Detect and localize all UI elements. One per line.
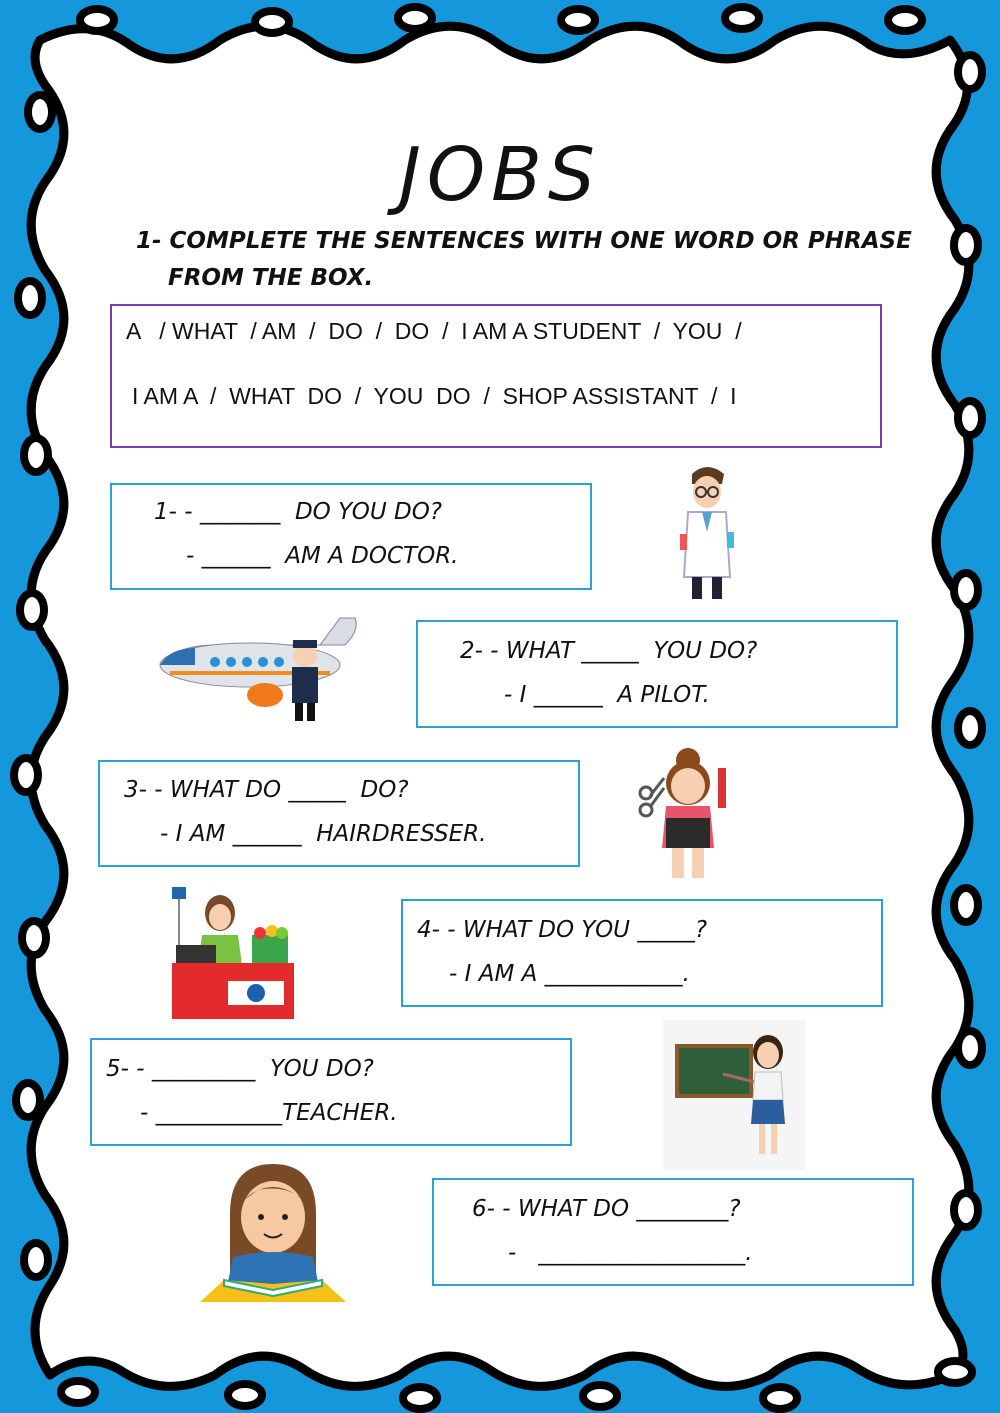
question-box-4 [401, 899, 883, 1007]
question-box-3 [98, 760, 580, 867]
question-5-line-2: - ___________TEACHER. [140, 1100, 398, 1126]
word-box-line-1: A / WHAT / AM / DO / DO / I AM A STUDENT / YOU / [126, 318, 742, 344]
question-4-line-2: - I AM A ____________. [449, 961, 690, 987]
doctor-illustration [672, 462, 742, 607]
question-1-line-1: 1- - _______ DO YOU DO? [154, 499, 443, 525]
word-box-line-2: I AM A / WHAT DO / YOU DO / SHOP ASSISTANT / I [132, 383, 737, 409]
word-box [110, 304, 882, 448]
shop-assistant-illustration [168, 885, 298, 1020]
question-5-line-1: 5- - _________ YOU DO? [106, 1056, 374, 1082]
question-3-line-1: 3- - WHAT DO _____ DO? [124, 777, 409, 803]
question-2-line-1: 2- - WHAT _____ YOU DO? [460, 638, 758, 664]
question-box-5 [90, 1038, 572, 1146]
hairdresser-illustration [636, 738, 741, 886]
question-4-line-1: 4- - WHAT DO YOU _____? [417, 917, 708, 943]
student-illustration [198, 1162, 348, 1307]
question-box-2 [416, 620, 898, 728]
question-box-6 [432, 1178, 914, 1286]
teacher-illustration [663, 1020, 805, 1170]
question-6-line-2: - __________________. [508, 1240, 753, 1266]
worksheet-title: JOBS [399, 132, 601, 218]
question-3-line-2: - I AM ______ HAIRDRESSER. [160, 821, 487, 847]
instruction-line-2: FROM THE BOX. [168, 265, 374, 291]
question-box-1 [110, 483, 592, 590]
question-1-line-2: - ______ AM A DOCTOR. [186, 543, 459, 569]
question-6-line-1: 6- - WHAT DO ________? [472, 1196, 741, 1222]
instruction-line-1: 1- COMPLETE THE SENTENCES WITH ONE WORD OR PHRASE [136, 228, 912, 254]
pilot-airplane-illustration [155, 610, 375, 725]
question-2-line-2: - I ______ A PILOT. [504, 682, 710, 708]
